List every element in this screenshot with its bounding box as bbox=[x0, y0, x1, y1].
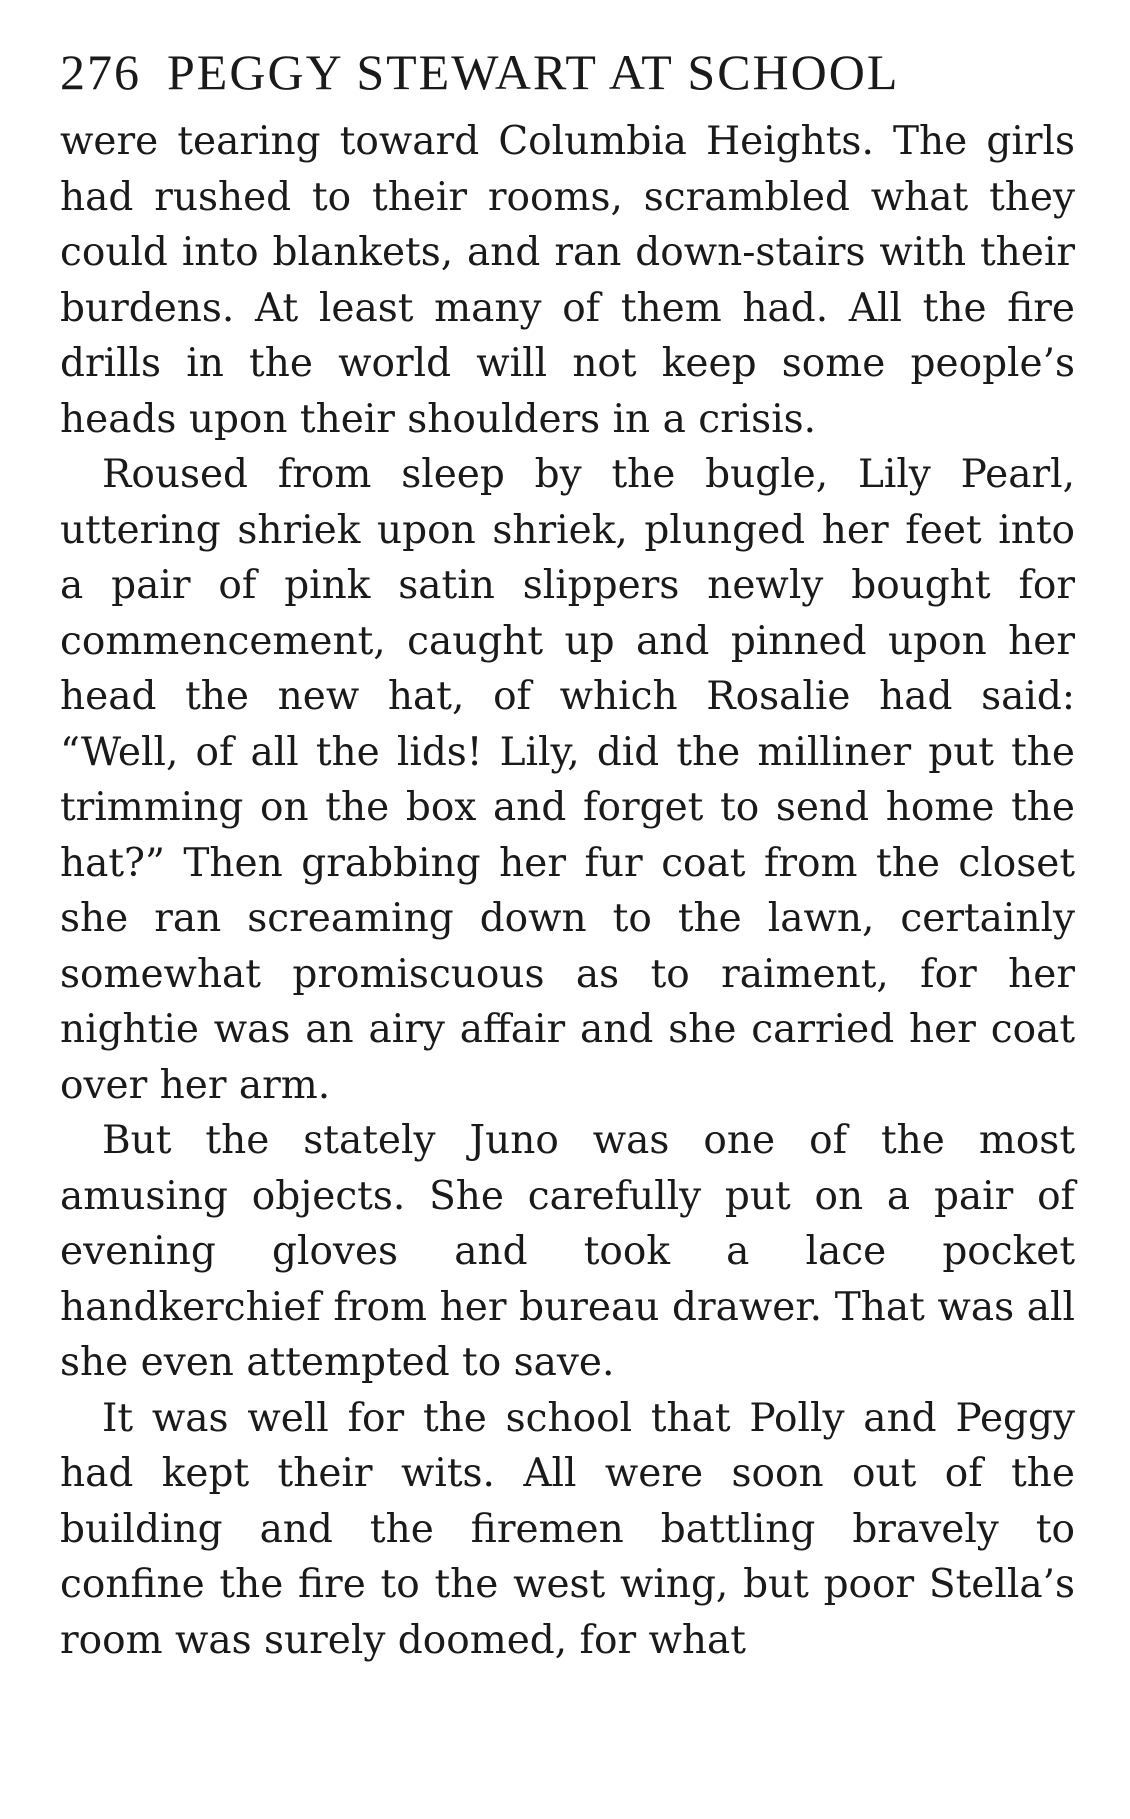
paragraph-lily-pearl: Roused from sleep by the bugle, Lily Pearl, uttering shriek upon shriek, plunged her feet into a pair of pink satin slippers newly bought for commencement, caught up and pinned upon her head the new hat, of which Rosalie had said: “Well, of all the lids! Lily, did the milliner put the trimming on the box and forget to send home the hat?” Then grabbing her fur coat from the closet she ran screaming down to the lawn, certainly somewhat promiscuous as to raiment, for her nightie was an airy affair and she carried her coat over her arm. bbox=[60, 452, 1075, 1108]
book-page bbox=[60, 42, 1075, 1668]
running-header bbox=[60, 42, 1075, 114]
paragraph-juno: But the stately Juno was one of the most amusing objects. She carefully put on a pair of evening gloves and took a lace pocket handkerchief from her bureau drawer. That was all she even attempted to save. bbox=[60, 1118, 1075, 1385]
page-number: 276 bbox=[60, 44, 141, 100]
body-text bbox=[60, 114, 1075, 1668]
running-title: PEGGY STEWART AT SCHOOL bbox=[167, 44, 900, 100]
paragraph-continuation: were tearing toward Columbia Heights. The girls had rushed to their rooms, scrambled what they could into blankets, and ran down-stairs with their burdens. At least many of them had. All the fire drills in the world will not keep some people’s heads upon their shoulders in a crisis. bbox=[60, 119, 1075, 442]
paragraph-polly-peggy: It was well for the school that Polly and Peggy had kept their wits. All were soon out of the building and the firemen battling bravely to confine the fire to the west wing, but poor Stella’s room was surely doomed, for what bbox=[60, 1395, 1075, 1663]
